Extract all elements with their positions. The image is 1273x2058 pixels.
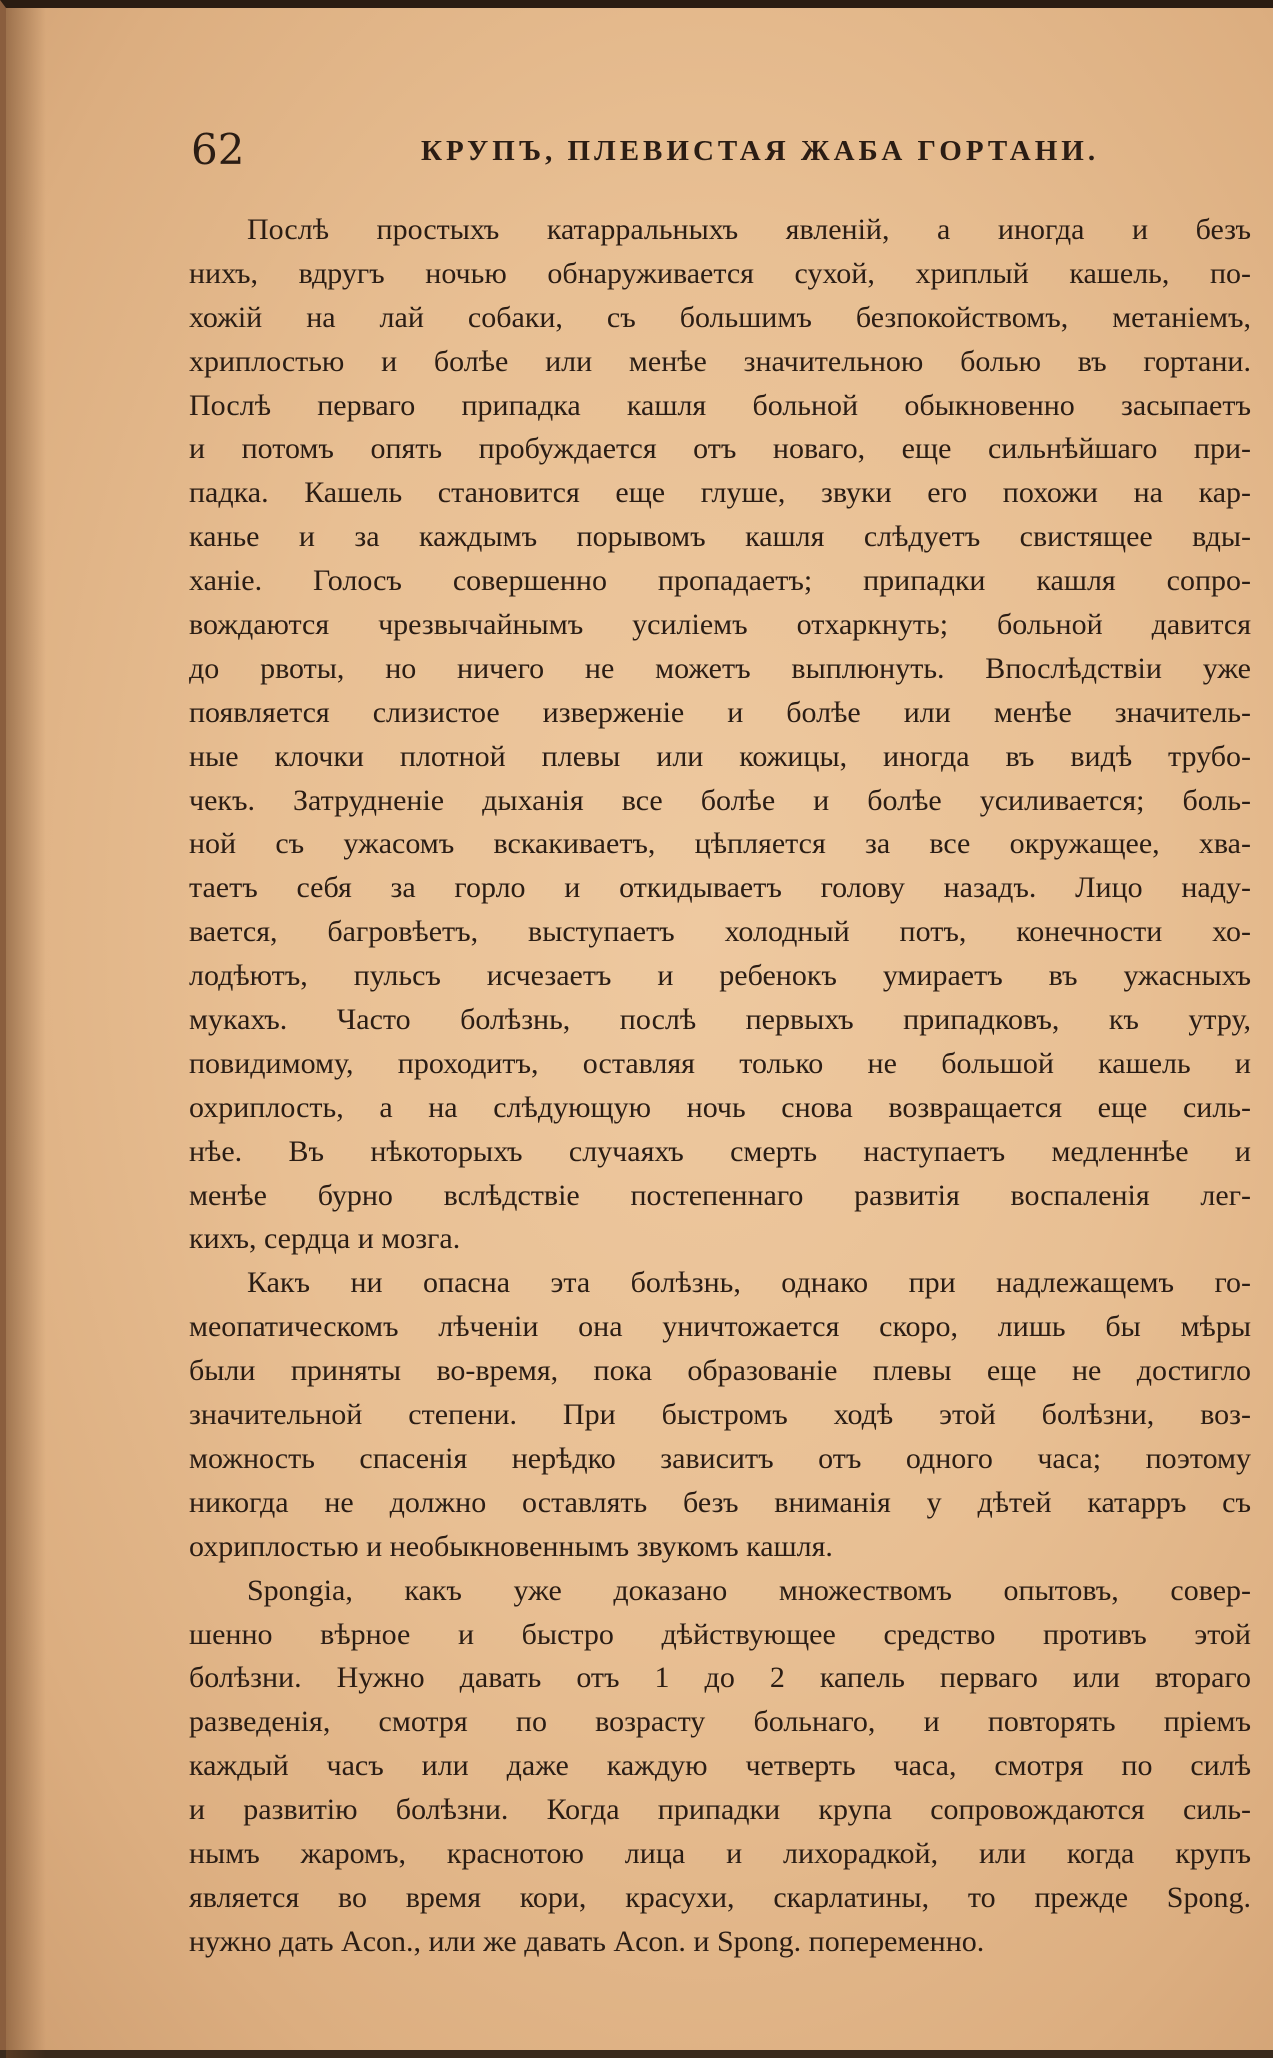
text-line: каждый часъ или даже каждую четверть часа, смотря по силѣ — [189, 1749, 1251, 1783]
text-line: чекъ. Затрудненіе дыханія все болѣе и болѣе усиливается; боль- — [189, 783, 1251, 817]
page-gutter-shadow — [6, 8, 46, 2058]
text-line: Послѣ перваго припадка кашля больной обыкновенно засыпаетъ — [189, 388, 1251, 422]
text-line: охриплостью и необыкновеннымъ звукомъ кашля. — [189, 1529, 833, 1563]
text-line: кихъ, сердца и мозга. — [189, 1222, 461, 1256]
page-number: 62 — [191, 125, 245, 174]
text-line: можность спасенія нерѣдко зависитъ отъ одного часа; поэтому — [189, 1441, 1251, 1475]
text-line: до рвоты, но ничего не можетъ выплюнуть. Впослѣдствіи уже — [189, 651, 1251, 685]
text-line: мукахъ. Часто болѣзнь, послѣ первыхъ припадковъ, къ утру, — [189, 1003, 1251, 1037]
text-line: вождаются чрезвычайнымъ усиліемъ отхаркнуть; больной давится — [189, 608, 1251, 642]
text-line: лодѣютъ, пульсъ исчезаетъ и ребенокъ умираетъ въ ужасныхъ — [189, 959, 1251, 993]
text-line: нужно дать Acon., или же давать Acon. и Spong. попеременно. — [189, 1924, 985, 1958]
page-header — [191, 120, 1261, 180]
text-line: нѣе. Въ нѣкоторыхъ случаяхъ смерть наступаетъ медленнѣе и — [189, 1134, 1251, 1168]
text-line: шенно вѣрное и быстро дѣйствующее средство противъ этой — [189, 1617, 1251, 1651]
text-line: ной съ ужасомъ вскакиваетъ, цѣпляется за все окружащее, хва- — [189, 827, 1251, 861]
text-line: ные клочки плотной плевы или кожицы, иногда въ видѣ трубо- — [189, 739, 1251, 773]
text-line: Spongia, какъ уже доказано множествомъ опытовъ, совер- — [247, 1573, 1251, 1607]
text-line: ханіе. Голосъ совершенно пропадаетъ; припадки кашля сопро- — [189, 564, 1251, 598]
text-line: значительной степени. При быстромъ ходѣ этой болѣзни, воз- — [189, 1398, 1251, 1432]
text-line: меопатическомъ лѣченіи она уничтожается скоро, лишь бы мѣры — [189, 1310, 1251, 1344]
text-line: канье и за каждымъ порывомъ кашля слѣдуетъ свистящее вды- — [189, 520, 1251, 554]
text-line: разведенія, смотря по возрасту больнаго, и повторять пріемъ — [189, 1705, 1251, 1739]
text-line: нихъ, вдругъ ночью обнаруживается сухой, хриплый кашель, по- — [189, 256, 1251, 290]
text-line: менѣе бурно вслѣдствіе постепеннаго развитія воспаленія лег- — [189, 1178, 1251, 1212]
text-line: и потомъ опять пробуждается отъ новаго, еще сильнѣйшаго при- — [189, 432, 1251, 466]
text-line: является во время кори, красухи, скарлатины, то прежде Spong. — [189, 1880, 1251, 1914]
text-line: хожій на лай собаки, съ большимъ безпокойствомъ, метаніемъ, — [189, 300, 1251, 334]
body-text — [189, 208, 1251, 1964]
text-line: болѣзни. Нужно давать отъ 1 до 2 капель перваго или втораго — [189, 1661, 1251, 1695]
text-line: Какъ ни опасна эта болѣзнь, однако при надлежащемъ го- — [247, 1266, 1251, 1300]
text-line: были приняты во-время, пока образованіе плевы еще не достигло — [189, 1354, 1251, 1388]
text-line: повидимому, проходитъ, оставляя только не большой кашель и — [189, 1046, 1251, 1080]
text-line: хриплостью и болѣе или менѣе значительною болью въ гортани. — [189, 344, 1251, 378]
text-line: таетъ себя за горло и откидываетъ голову назадъ. Лицо наду- — [189, 871, 1251, 905]
text-line: нымъ жаромъ, краснотою лица и лихорадкой, или когда крупъ — [189, 1836, 1251, 1870]
text-line: и развитію болѣзни. Когда припадки крупа сопровождаются силь- — [189, 1793, 1251, 1827]
text-line: охриплость, а на слѣдующую ночь снова возвращается еще силь- — [189, 1090, 1251, 1124]
text-line: вается, багровѣетъ, выступаетъ холодный потъ, конечности хо- — [189, 915, 1251, 949]
text-line: появляется слизистое изверженіе и болѣе или менѣе значитель- — [189, 695, 1251, 729]
running-title: КРУПЪ, ПЛЕВИСТАЯ ЖАБА ГОРТАНИ. — [421, 135, 1100, 167]
text-line: Послѣ простыхъ катарральныхъ явленій, а иногда и безъ — [247, 213, 1251, 246]
text-line: никогда не должно оставлять безъ вниманія у дѣтей катарръ съ — [189, 1485, 1251, 1519]
text-line: падка. Кашель становится еще глуше, звуки его похожи на кар- — [189, 476, 1251, 510]
